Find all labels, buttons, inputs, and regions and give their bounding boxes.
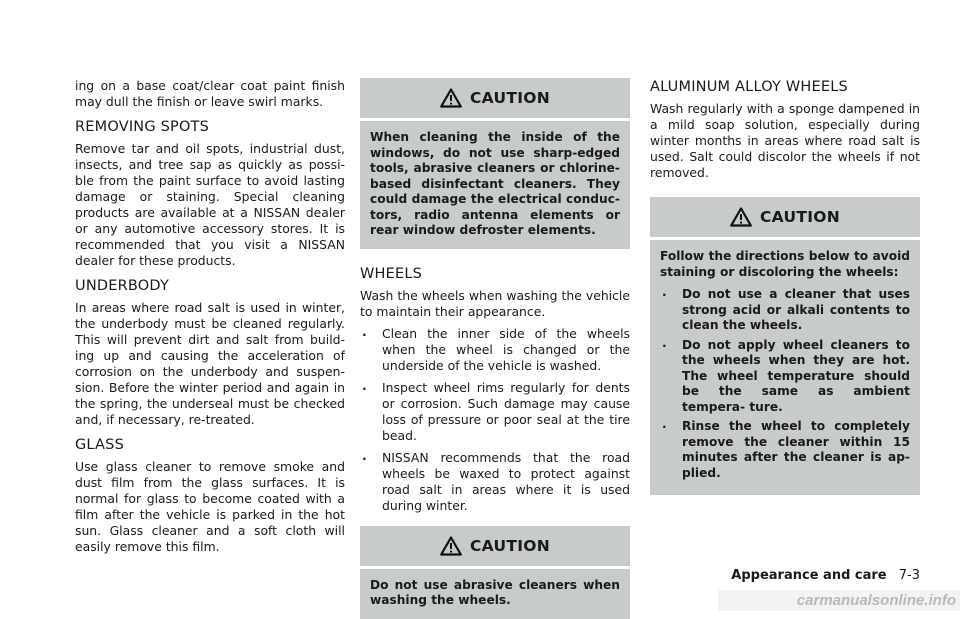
caution-title: CAUTION	[469, 536, 551, 555]
list-item: . Clean the inner side of the wheels when the wheel is changed or the underside of the vehicle is washed.	[360, 326, 630, 374]
caution-body	[360, 118, 630, 249]
caution-text: Follow the directions below to avoid staining or discoloring the wheels:	[660, 249, 910, 279]
wheels-heading: WHEELS	[360, 265, 423, 282]
list-item: . Rinse the wheel to completely remove the cleaner within 15 minutes after the cleaner is ap- plied.	[660, 419, 910, 481]
wheels-bullet-list	[360, 326, 630, 514]
caution-header	[650, 197, 920, 237]
caution-bullet-list	[660, 287, 910, 481]
list-item: . NISSAN recommends that the road wheels be waxed to protect against road salt in areas where it is used during winter.	[360, 450, 630, 514]
caution-box-abrasive	[360, 526, 630, 619]
underbody-text: In areas where road salt is used in winter, the underbody must be cleaned regularly. This will prevent dirt and salt from build- ing up and causing the acceleration of corrosion on the underbody and suspen- sion. Before the winter period and again in the spring, the underseal must be checked and, if necessary, re-treated.	[75, 300, 345, 427]
wheels-text: Wash the wheels when washing the vehicle to maintain their appearance.	[360, 287, 630, 319]
aluminum-wheels-heading: ALUMINUM ALLOY WHEELS	[650, 79, 848, 95]
caution-header	[360, 526, 630, 566]
watermark: carmanualsonline.info	[718, 590, 960, 611]
intro-paragraph: ing on a base coat/clear coat paint finish may dull the finish or leave swirl marks.	[75, 78, 345, 109]
list-item: . Inspect wheel rims regularly for dents or corrosion. Such damage may cause loss of pressure or poor seal at the tire bead.	[360, 380, 630, 444]
caution-text: When cleaning the inside of the windows, do not use sharp-edged tools, abrasive cleaners or chlorine- based disinfectant cleaners. They could damage the electrical conduc- tors, radio antenna elements or rear window defroster elements.	[370, 130, 620, 237]
column-right	[650, 78, 920, 495]
caution-header	[360, 78, 630, 118]
caution-box-wheel-cleaning	[650, 197, 920, 495]
warning-triangle-icon	[440, 536, 462, 556]
section-title: Appearance and care	[731, 568, 887, 583]
caution-title: CAUTION	[469, 89, 551, 107]
caution-title: CAUTION	[759, 208, 841, 226]
column-left	[75, 78, 345, 555]
aluminum-wheels-text: Wash regularly with a sponge dampened in a mild soap solution, especially during winter months in areas where road salt is used. Salt could discolor the wheels if not removed.	[650, 101, 920, 180]
removing-spots-text: Remove tar and oil spots, industrial dust, insects, and tree sap as quickly as possi- ble from the paint surface to avoid lasting damage or staining. Special cleaning products are available at a NISSAN dealer or any automotive accessory stores. It is recommended that you visit a NISSAN dealer for these products.	[75, 141, 345, 268]
warning-triangle-icon	[730, 207, 752, 227]
glass-heading: GLASS	[75, 437, 124, 453]
column-middle	[360, 78, 630, 619]
caution-body	[650, 237, 920, 495]
list-item: . Do not apply wheel cleaners to the wheels when they are hot. The wheel temperature should be the same as ambient tempera- ture.	[660, 338, 910, 416]
caution-box-windows	[360, 78, 630, 249]
warning-triangle-icon	[440, 88, 462, 108]
underbody-heading: UNDERBODY	[75, 278, 169, 294]
page-number: 7-3	[898, 568, 920, 583]
page-footer	[731, 568, 920, 583]
glass-text: Use glass cleaner to remove smoke and dust film from the glass surfaces. It is normal for glass to become coated with a film after the vehicle is parked in the hot sun. Glass cleaner and a soft cloth will easily remove this film.	[75, 459, 345, 554]
list-item: . Do not use a cleaner that uses strong acid or alkali contents to clean the wheels.	[660, 287, 910, 334]
removing-spots-heading: REMOVING SPOTS	[75, 119, 210, 135]
caution-text: Do not use abrasive cleaners when washing the wheels.	[370, 577, 620, 607]
